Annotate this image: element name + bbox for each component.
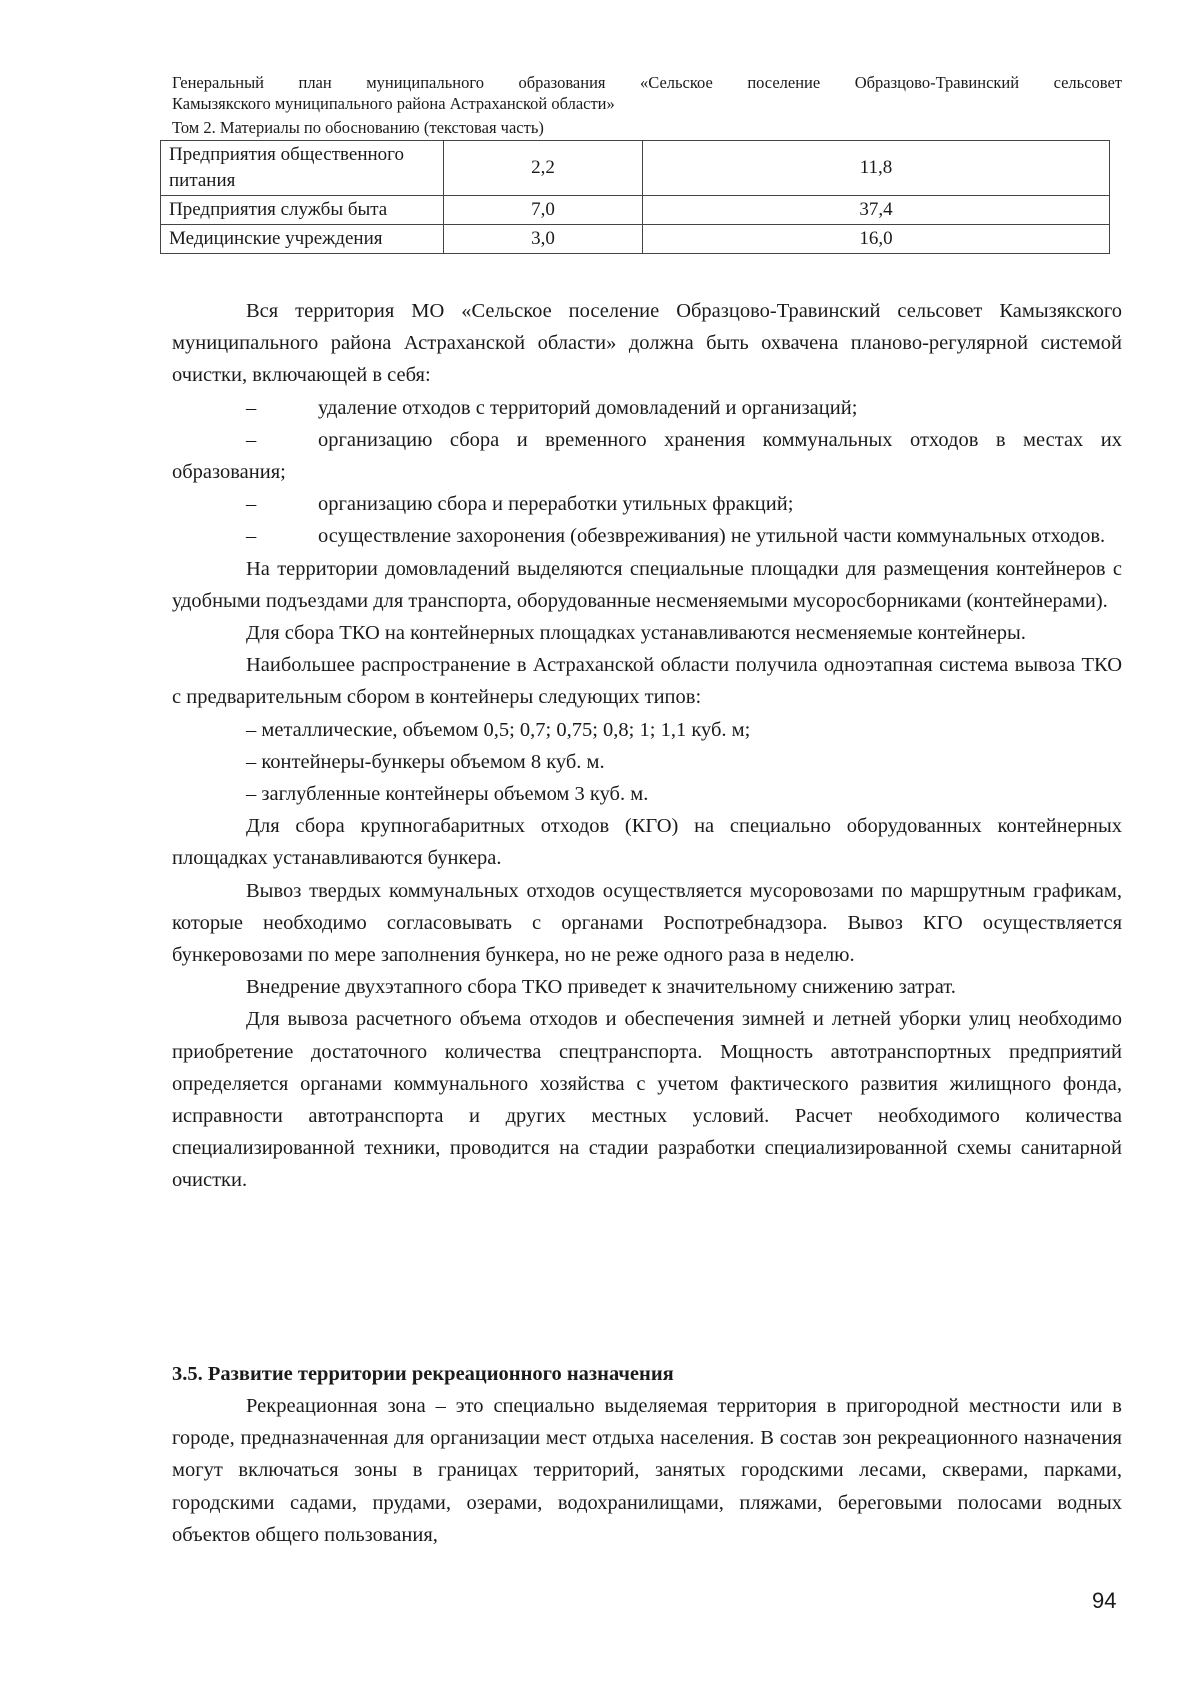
list-item: – заглубленные контейнеры объемом 3 куб. м. [246,783,649,806]
paragraph: Для вывоза расчетного объема отходов и обеспечения зимней и летней уборки улиц необходимо приобретение достаточного количества спецтранспорта. Мощность автотранспортных предприятий определяется органами коммунального хозяйства с учетом фактического развития жилищного фонда, исправности автотранспорта и других местных условий. Расчет необходимого количества специализированной техники, проводится на стадии разработки специализированной схемы санитарной очистки. [172,1008,1122,1192]
running-header [172,72,1122,114]
table-cell-name: Предприятия службы быта [161,196,444,225]
table-cell-value: 2,2 [444,141,643,196]
dash-marker: – [246,396,257,419]
section-body [172,1390,1122,1551]
list-item: – металлические, объемом 0,5; 0,7; 0,75; 0,8; 1; 1,1 куб. м; [246,718,751,741]
table-row [161,225,1110,254]
table-cell-value: 37,4 [643,196,1110,225]
list-item [172,424,1122,488]
paragraph: Вся территория МО «Сельское поселение Образцово-Травинский сельсовет Камызякского муниципального района Астраханской области» должна быть охвачена планово-регулярной системой очистки, включающей в себя: [172,300,1122,387]
list-item-text: организацию сбора и переработки утильных фракций; [318,493,794,516]
facilities-table [160,140,1110,254]
dash-marker: – [246,525,257,548]
paragraph: Для сбора ТКО на контейнерных площадках устанавливаются несменяемые контейнеры. [246,622,1026,645]
table-cell-value: 11,8 [643,141,1110,196]
dash-marker: – [246,493,257,516]
table-cell-value: 3,0 [444,225,643,254]
paragraph: Наибольшее распространение в Астраханской области получила одноэтапная система вывоза ТКО с предварительным сбором в контейнеры следующих типов: [172,654,1122,709]
header-line-1: Генеральный план муниципального образования «Сельское поселение Образцово-Травинский сельсовет [172,73,1122,92]
body-text [172,295,1122,1197]
table-row [161,141,1110,196]
list-item-text: организацию сбора и временного хранения коммунальных отходов в местах их образования; [172,428,1122,484]
list-item [172,392,1122,424]
table-cell-name: Предприятия общественного питания [161,141,444,196]
table-cell-name: Медицинские учреждения [161,225,444,254]
list-item-text: удаление отходов с территорий домовладений и организаций; [318,396,858,419]
dash-marker: – [246,428,257,451]
list-item: – контейнеры-бункеры объемом 8 куб. м. [246,750,605,773]
paragraph: На территории домовладений выделяются специальные площадки для размещения контейнеров с удобными подъездами для транспорта, оборудованные несменяемыми мусоросборниками (контейнерами). [172,557,1122,612]
section-heading: 3.5. Развитие территории рекреационного назначения [172,1363,674,1385]
list-item [172,520,1122,552]
list-item-text: осуществление захоронения (обезвреживания) не утильной части коммунальных отходов. [318,525,1106,548]
paragraph: Рекреационная зона – это специально выделяемая территория в пригородной местности или в городе, предназначенная для организации мест отдыха населения. В состав зон рекреационного назначения могут включаться зоны в границах территорий, занятых городскими лесами, скверами, парками, городскими садами, прудами, озерами, водохранилищами, пляжами, береговыми полосами водных объектов общего пользования, [172,1395,1122,1546]
paragraph: Внедрение двухэтапного сбора ТКО приведет к значительному снижению затрат. [246,976,956,999]
table-cell-value: 7,0 [444,196,643,225]
list-item [172,488,1122,520]
volume-title: Том 2. Материалы по обоснованию (текстовая часть) [172,118,544,137]
paragraph: Вывоз твердых коммунальных отходов осуществляется мусоровозами по маршрутным графикам, которые необходимо согласовывать с органами Роспотребнадзора. Вывоз КГО осуществляется бункеровозами по мере заполнения бункера, но не реже одного раза в неделю. [172,879,1122,967]
paragraph: Для сбора крупногабаритных отходов (КГО) на специально оборудованных контейнерных площадках устанавливаются бункера. [172,815,1122,870]
header-line-2: Камызякского муниципального района Астраханской области» [172,94,615,113]
page-number: 94 [1092,1588,1117,1613]
table-row [161,196,1110,225]
table-cell-value: 16,0 [643,225,1110,254]
